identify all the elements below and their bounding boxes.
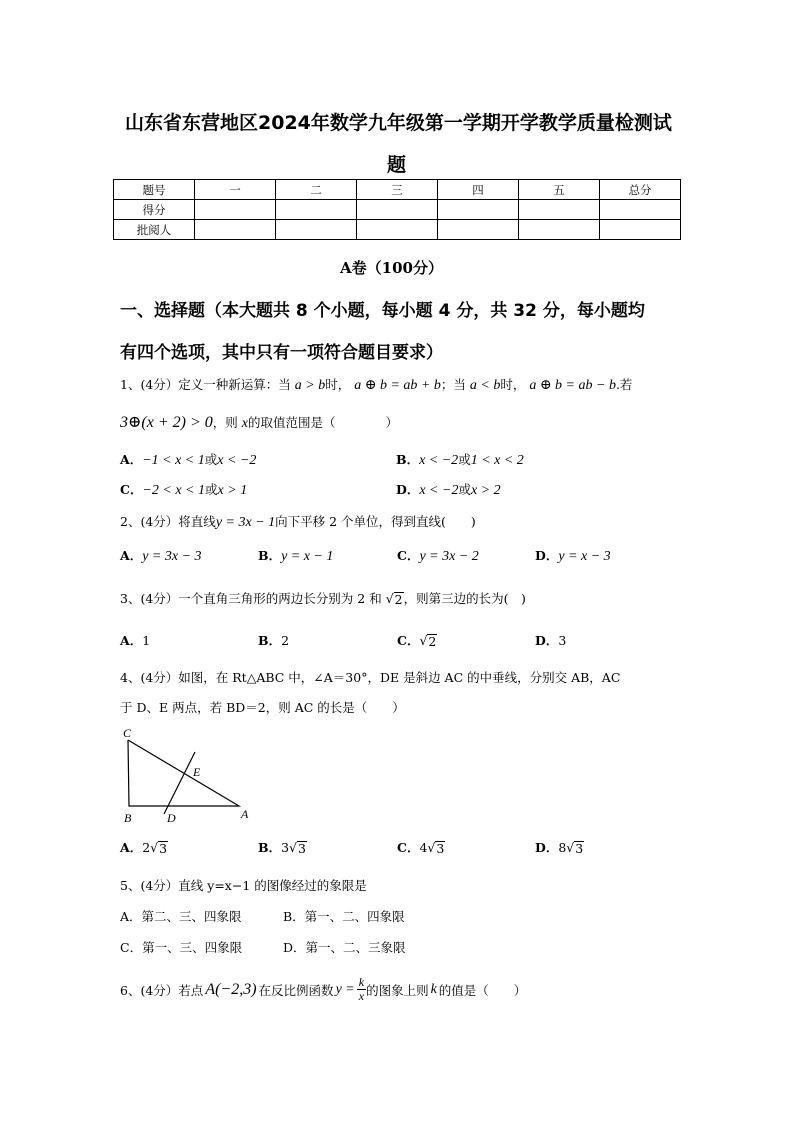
q5-option-a[interactable]: A．第二、三、四象限 [120, 909, 242, 924]
score-header-cell: 二 [276, 180, 357, 200]
question-number: 2、(4分） [120, 514, 179, 529]
label-b: B [124, 811, 132, 825]
q1-option-c[interactable] [120, 480, 247, 499]
q1-option-d[interactable] [396, 480, 501, 499]
coefficient: 3 [281, 840, 290, 855]
section-heading-line2: 有四个选项，其中只有一项符合题目要求） [120, 343, 443, 363]
score-header-cell: 三 [357, 180, 438, 200]
option-value: 1 [142, 633, 151, 648]
option-label: D． [535, 633, 559, 648]
q-text: 或 [204, 452, 218, 467]
score-cell [438, 200, 519, 220]
fraction-k-over-x [357, 976, 366, 1003]
option-value: 3 [558, 633, 567, 648]
score-table [113, 179, 681, 240]
q1-option-b[interactable] [396, 450, 524, 469]
fraction-numerator: k [358, 975, 365, 989]
q3-option-d[interactable] [535, 631, 566, 649]
math-expr: a < b [469, 378, 501, 393]
score-cell [600, 200, 681, 220]
q3-option-a[interactable] [120, 631, 150, 649]
math-expr: A(−2,3) [205, 980, 257, 998]
q2-option-b[interactable] [258, 546, 333, 565]
q5-option-b[interactable]: B．第一、二、四象限 [283, 909, 405, 924]
math-expr: y = x − 1 [281, 549, 334, 564]
math-expr: x > 2 [470, 483, 501, 498]
math-expr: 3⊕(x + 2) > 0 [120, 414, 213, 431]
q-text: 的值是（ ） [438, 982, 527, 998]
label-d: D [167, 811, 176, 825]
radicand: 2 [394, 591, 403, 607]
q-text: ；当 [440, 377, 466, 392]
sqrt-expr: √ 3 [427, 840, 445, 856]
question-4-line2: 于 D、E 两点，若 BD＝2，则 AC 的长是（ ） [120, 700, 405, 715]
math-expr: x < −2 [419, 483, 459, 498]
q-text: 的取值范围是（ ） [247, 415, 398, 430]
triangle-figure [115, 724, 265, 828]
option-label: B． [258, 548, 282, 563]
math-expr: x > 1 [217, 483, 248, 498]
q-text: 直线 y=x−1 的图像经过的象限是 [178, 878, 367, 893]
perpendicular-bisector-line [164, 752, 195, 814]
math-expr: x [241, 416, 248, 431]
score-cell [276, 220, 357, 240]
q5-option-c[interactable]: C．第一、三、四象限 [120, 940, 243, 955]
question-number: 3、(4分） [120, 591, 179, 606]
label-c: C [123, 726, 132, 740]
label-a: A [241, 807, 249, 821]
q-text: 或 [458, 482, 471, 497]
q-text: 定义一种新运算：当 [178, 377, 291, 392]
score-cell [276, 200, 357, 220]
option-value: 2 [281, 633, 290, 648]
q3-option-c[interactable] [397, 631, 437, 649]
option-label: D． [535, 548, 559, 563]
section-heading-line1: 一、选择题（本大题共 8 个小题，每小题 4 分，共 32 分，每小题均 [120, 301, 645, 321]
score-cell [357, 220, 438, 240]
radicand: 3 [575, 840, 584, 856]
score-cell [357, 200, 438, 220]
math-expr: y = 3x − 2 [419, 549, 479, 564]
q2-option-c[interactable] [397, 546, 479, 565]
q-text: 若点 [178, 982, 204, 998]
question-1-line1 [120, 375, 632, 394]
option-label: C． [397, 548, 420, 563]
fraction-denominator: x [358, 989, 365, 1004]
score-cell [600, 220, 681, 240]
math-expr: −1 < x < 1 [142, 453, 205, 468]
reviewer-row-label: 批阅人 [114, 220, 195, 240]
option-label: B． [258, 633, 282, 648]
question-number: 6、(4分） [120, 982, 179, 998]
sqrt-expr: √ 3 [150, 840, 168, 856]
math-expr: −2 < x < 1 [142, 483, 206, 498]
score-table-header-row [114, 180, 681, 200]
option-label: A． [120, 633, 143, 648]
q4-option-d[interactable] [535, 838, 584, 856]
paper-label: A卷（100分） [340, 259, 443, 277]
q-text: 或 [458, 452, 471, 467]
option-label: C． [120, 482, 143, 497]
sqrt-expr: √ 3 [289, 840, 306, 856]
score-header-cell: 五 [519, 180, 600, 200]
option-label: C． [397, 840, 420, 855]
q2-option-a[interactable] [120, 546, 202, 565]
math-expr: a ⊕ b = ab − b [529, 378, 616, 393]
math-expr: y = x − 3 [558, 549, 611, 564]
option-label: B． [396, 452, 420, 467]
q3-option-b[interactable] [258, 631, 289, 649]
math-expr: a > b [294, 378, 326, 393]
sqrt-expr: √ 3 [566, 840, 584, 856]
q2-option-d[interactable] [535, 546, 611, 565]
question-3 [120, 589, 526, 607]
math-expr: y = 3x − 1 [215, 515, 276, 530]
option-label: D． [396, 482, 420, 497]
score-row [114, 200, 681, 220]
math-expr: x < −2 [217, 453, 257, 468]
math-expr: k [430, 981, 437, 997]
score-cell [195, 200, 276, 220]
q4-option-a[interactable] [120, 838, 168, 856]
q5-option-d[interactable]: D．第一、二、三象限 [283, 940, 406, 955]
coefficient: 2 [142, 840, 151, 855]
score-cell [438, 220, 519, 240]
math-expr: x < −2 [419, 453, 459, 468]
q-text: 时， [500, 377, 526, 392]
math-expr: y = [335, 981, 355, 997]
question-1-line2 [120, 412, 398, 432]
question-number: 1、(4分） [120, 377, 179, 392]
q4-option-b[interactable] [258, 838, 307, 856]
q-text: 的图象上则 [366, 982, 429, 998]
coefficient: 4 [419, 840, 428, 855]
math-expr: y = 3x − 3 [142, 549, 202, 564]
score-cell [195, 220, 276, 240]
option-label: A． [120, 840, 143, 855]
score-header-cell: 一 [195, 180, 276, 200]
score-header-cell: 四 [438, 180, 519, 200]
question-5 [120, 876, 367, 894]
score-header-cell: 题号 [114, 180, 195, 200]
triangle-edges [128, 740, 239, 806]
radicand: 2 [428, 633, 437, 649]
question-6 [120, 976, 526, 1003]
coefficient: 8 [558, 840, 567, 855]
radicand: 3 [159, 840, 168, 856]
score-cell [519, 220, 600, 240]
option-label: C． [397, 633, 420, 648]
q-text: 将直线 [178, 514, 216, 529]
q-text: 向下平移 2 个单位，得到直线( ) [275, 514, 476, 529]
q-text: ，则 [212, 415, 238, 430]
q-text: 如图，在 Rt△ABC 中，∠A＝30°，DE 是斜边 AC 的中垂线，分别交 AB，AC [178, 670, 621, 685]
question-2 [120, 512, 476, 531]
question-4-line1 [120, 668, 620, 686]
option-label: A． [120, 548, 143, 563]
label-e: E [193, 765, 201, 779]
sqrt-expr: √ 2 [385, 591, 403, 607]
score-row-label: 得分 [114, 200, 195, 220]
option-label: A． [120, 452, 143, 467]
exam-title-line1: 山东省东营地区2024年数学九年级第一学期开学教学质量检测试 [125, 112, 672, 134]
radicand: 3 [298, 840, 306, 856]
math-expr: a ⊕ b = ab + b [354, 378, 441, 393]
reviewer-row [114, 220, 681, 240]
score-cell [519, 200, 600, 220]
question-number: 5、(4分） [120, 878, 179, 893]
q-text: .若 [615, 377, 633, 392]
q-text: ，则第三边的长为( ) [403, 591, 526, 606]
option-label: B． [258, 840, 282, 855]
exam-title-line2: 题 [387, 154, 407, 176]
score-header-cell: 总分 [600, 180, 681, 200]
option-label: D． [535, 840, 559, 855]
q1-option-a[interactable] [120, 450, 256, 469]
q4-option-c[interactable] [397, 838, 445, 856]
question-number: 4、(4分） [120, 670, 179, 685]
q-text: 时， [325, 377, 351, 392]
sqrt-expr: √ 2 [419, 633, 437, 649]
q-text: 或 [205, 482, 218, 497]
q-text: 在反比例函数 [258, 982, 334, 998]
math-expr: 1 < x < 2 [470, 453, 524, 468]
q-text: 一个直角三角形的两边长分别为 2 和 [178, 591, 382, 606]
radicand: 3 [436, 840, 445, 856]
